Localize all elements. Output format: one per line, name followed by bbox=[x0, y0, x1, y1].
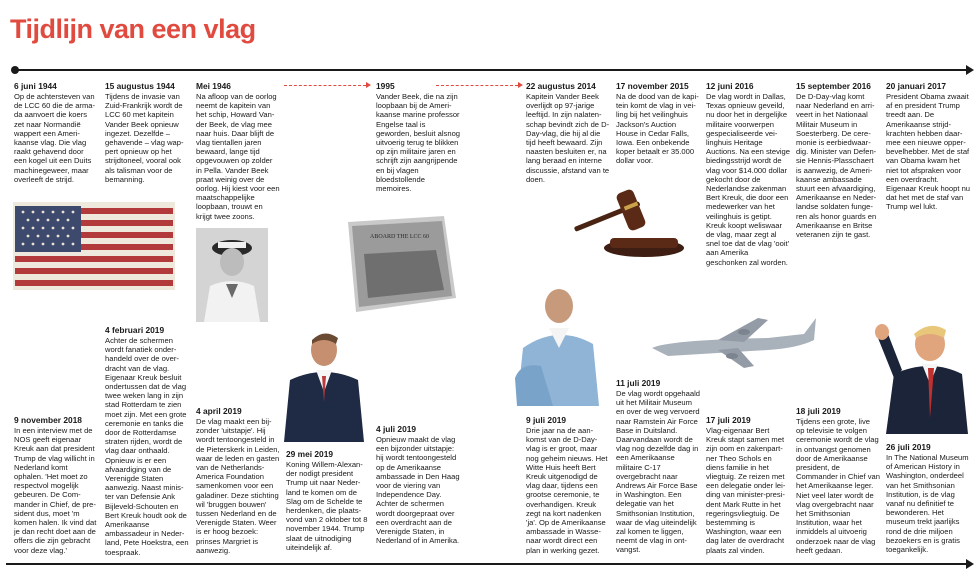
event-date: 17 november 2015 bbox=[616, 81, 689, 91]
event-2016-06-12 bbox=[706, 81, 790, 267]
event-text: De D-Day-vlag komt naar Nederland en arriveert in het Nationaal Militair Museum in Soesterberg. De ceremonie is eerbiedwaardig. Minister van Defensie Hennis-Plasschaert is aanwezig, de Amerikaanse ambassade stuurt een afvaardiging, Amerikaanse en Nederlandse soldaten fungeren als honor guards en Amerikaanse en Britse veteranen zijn te gast. bbox=[796, 92, 877, 240]
event-1946-05 bbox=[196, 81, 280, 221]
timeline-line bbox=[14, 69, 970, 71]
bottom-timeline-arrow-icon bbox=[966, 559, 974, 569]
event-1944-06-06 bbox=[14, 81, 96, 184]
event-date: 17 juli 2019 bbox=[706, 415, 751, 425]
event-text: In een interview met de NOS geeft eigenaar Kreuk aan dat president Trump de vlag willicht in Nederland komt ophalen. 'Het moet zo respectvol mogelijk gebeuren. De Commander in Chief, de president dus, moet 'm komen halen. Ik vind dat je dan recht doet aan de offers die zijn gebracht voor deze vlag.' bbox=[14, 426, 97, 555]
event-2017-01-20 bbox=[886, 81, 970, 212]
memoir-book-image bbox=[344, 214, 460, 314]
gavel-image bbox=[572, 180, 688, 260]
king-willem-alexander-portrait-image bbox=[282, 326, 366, 442]
event-text: Opnieuw maakt de vlag een bijzonder uitstapje: hij wordt tentoongesteld op de Amerikaanse ambassade in Den Haag voor de viering van Independence Day. Achter de schermen wordt doorgepraat over een overdracht aan de Verenigde Staten, in Nederland of in Amerika. bbox=[376, 435, 460, 546]
event-text: Achter de schermen wordt fanatiek onderhandeld over de overdracht van de vlag. Eigenaar Kreuk besluit ondertussen dat de vlag twee weken lang in zijn stad Rotterdam te zien moet zijn. Met een grote ceremonie en tanks die door de Rotterdamse straten rijden, wordt de vlag daar onthaald. Opnieuw is er een afvaardiging van de Verenigde Staten aanwezig. Naast minister van Defensie Ank Bijleveld-Schouten en Bert Kreuk houdt ook de Amerikaanse ambassadeur in Nederland, Pete Hoekstra, een toespraak. bbox=[105, 336, 189, 557]
event-2016-09-15 bbox=[796, 81, 880, 239]
president-trump-portrait-image bbox=[872, 308, 968, 434]
svg-text:ABOARD THE LCC 60: ABOARD THE LCC 60 bbox=[370, 234, 430, 240]
event-2019-02-04 bbox=[105, 325, 189, 557]
us-flag-image bbox=[13, 202, 175, 290]
event-text: Drie jaar na de aankomst van de D-Day-vlag is er groot, maar nog geheim nieuws. Het Witte Huis heeft Bert Kreuk uitgenodigd de vlag daar, tijdens een grootse ceremonie, te overhandigen. Kreuk zegt na kort nadenken 'ja'. Op de Amerikaanse ambassade in Wassenaar wordt direct een plan in werking gezet. bbox=[526, 426, 608, 555]
event-2018-11-09 bbox=[14, 415, 98, 555]
event-date: 9 november 2018 bbox=[14, 415, 82, 425]
event-2019-07-26 bbox=[886, 442, 970, 554]
event-text: Na afloop van de oorlog neemt de kapitein van het schip, Howard Vander Beek, de vlag mee naar huis. Daar blijft de vlag tientallen jaren bewaard, lange tijd opgevouwen op zolder in Pella. Vander Beek praat weinig over de oorlog. Hij kiest voor een maatschappelijke loopbaan, trouwt en krijgt twee zoons. bbox=[196, 92, 280, 221]
event-date: 26 juli 2019 bbox=[886, 442, 931, 452]
event-date: 12 juni 2016 bbox=[706, 81, 754, 91]
event-1944-08-15 bbox=[105, 81, 189, 184]
event-date: 15 augustus 1944 bbox=[105, 81, 175, 91]
event-date: Mei 1946 bbox=[196, 81, 231, 91]
event-text: In The National Museum of American History in Washington, onderdeel van het Smithsonian Institution, is de vlag vanaf nu definitief te bewonderen. Het museum trekt jaarlijks rond de drie miljoen bezoekers en is gratis toegankelijk. bbox=[886, 453, 969, 555]
event-date: 22 augustus 2014 bbox=[526, 81, 596, 91]
event-date: 4 april 2019 bbox=[196, 406, 242, 416]
bottom-timeline-line bbox=[6, 563, 970, 565]
event-2019-07-04 bbox=[376, 424, 460, 545]
event-2014-08-22 bbox=[526, 81, 610, 184]
event-2019-05-29 bbox=[286, 449, 370, 552]
event-date: 4 juli 2019 bbox=[376, 424, 417, 434]
event-date: 1995 bbox=[376, 81, 395, 91]
event-text: President Obama zwaait af en president Trump treedt aan. De Amerikaanse strijdkrachten hebben daarmee een nieuwe opperbevelhebber. Met de staf van Obama kwam het niet tot afspraken voor een overdracht. Eigenaar Kreuk hoopt nu dat het met de staf van Trump wel lukt. bbox=[886, 92, 971, 212]
event-text: Na de dood van de kapitein komt de vlag in veiling bij het veilinghuis Jackson's Auction House in Cedar Falls, Iowa. Een onbekende koper betaalt er 35.000 dollar voor. bbox=[616, 92, 699, 166]
c17-airplane-image bbox=[648, 312, 820, 370]
event-2019-07-17 bbox=[706, 415, 790, 555]
event-text: De vlag wordt opgehaald uit het Militair Museum en over de weg vervoerd naar Ramstein Air Force Base in Duitsland. Daarvandaan wordt de vlag nog dezelfde dag in een Amerikaanse militaire C-17 overgebracht naar Andrews Air Force Base in Washington. Een delegatie van het Smithsonian Institution, waar de vlag uiteindelijk zal komen te liggen, neemt de vlag in ontvangst. bbox=[616, 389, 701, 555]
event-date: 29 mei 2019 bbox=[286, 449, 334, 459]
event-2019-07-11 bbox=[616, 378, 700, 555]
time-gap-arrow-icon bbox=[284, 85, 366, 86]
event-date: 9 juli 2019 bbox=[526, 415, 567, 425]
event-text: Vlag-eigenaar Bert Kreuk stapt samen met zijn oom en zakenpartner Theo Schols en diens familie in het vliegtuig. Ze reizen met een delegatie onder leiding van minister-president Mark Rutte in het regeringsvliegtuig. De bestemming is Washington, waar een dag later de overdracht plaats zal vinden. bbox=[706, 426, 786, 555]
bert-kreuk-portrait-image bbox=[513, 282, 599, 406]
event-text: De vlag maakt een bijzonder 'uitstapje'. Hij wordt tentoongesteld in de Pieterskerk in Leiden, waar de leden en gasten van de Netherlands-America Foundation samenkomen voor een galadiner. Deze stichting wil 'bruggen bouwen' tussen Nederland en de Verenigde Staten. Weer is er hoog bezoek: prinses Margriet is aanwezig. bbox=[196, 417, 280, 555]
event-text: Koning Willem-Alexander nodigt president Trump uit naar Nederland te komen om de Slag om de Schelde te herdenken, die plaatsvond van 2 oktober tot 8 november 1944. Trump slaat de uitnodiging uiteindelijk af. bbox=[286, 460, 368, 552]
event-date: 6 juni 1944 bbox=[14, 81, 57, 91]
event-text: Vander Beek, die na zijn loopbaan bij de Amerikaanse marine professor Engelse taal is geworden, besluit alsnog uitvoerig terug te blikken op zijn militaire jaren en schrijft zijn aangrijpende en bij vlagen bloedstollende memoires. bbox=[376, 92, 461, 194]
event-text: Kapitein Vander Beek overlijdt op 97-jarige leeftijd. In zijn nalatenschap bevindt zich de D-Day-vlag, die hij al die tijd heeft bewaard. Zijn naasten besluiten er, na lang beraad en interne discussie, afstand van te doen. bbox=[526, 92, 610, 184]
timeline-arrow-icon bbox=[966, 65, 974, 75]
captain-portrait-image bbox=[196, 228, 268, 322]
event-text: Tijdens de invasie van Zuid-Frankrijk wordt de LCC 60 met kapitein Vander Beek opnieuw ingezet. Dezelfde – gehavende – vlag wappert opnieuw op het strijdtoneel, vooral ook als talisman voor de bemanning. bbox=[105, 92, 184, 184]
page-title: Tijdlijn van een vlag bbox=[10, 14, 256, 44]
event-date: 20 januari 2017 bbox=[886, 81, 947, 91]
event-date: 15 september 2016 bbox=[796, 81, 871, 91]
event-text: De vlag wordt in Dallas, Texas opnieuw geveild, nu door het in dergelijke militaire voorwerpen gespecialiseerde veilinghuis Heritage Auctions. Na een stevige biedingsstrijd wordt de vlag voor $14.000 dollar gekocht door de Nederlandse zakenman Bert Kreuk, die door een medewerker van het veilinghuis is getipt. Kreuk koopt weliswaar de vlag, maar zegt al snel toe dat de vlag 'ooit' aan Amerika geschonken zal worden. bbox=[706, 92, 791, 267]
event-2019-07-18 bbox=[796, 406, 880, 555]
event-2015-11-17 bbox=[616, 81, 700, 166]
event-date: 4 februari 2019 bbox=[105, 325, 165, 335]
event-date: 11 juli 2019 bbox=[616, 378, 661, 388]
event-text: Op de achtersteven van de LCC 60 die de armada aanvoert die koers zet naar Normandië wappert een Amerikaanse vlag. Die vlag raakt gehavend door een kogel uit een Duits machinegeweer, maar overleeft de strijd. bbox=[14, 92, 96, 184]
event-2019-07-09 bbox=[526, 415, 610, 555]
event-text: Tijdens een grote, live op televisie te volgen ceremonie wordt de vlag in ontvangst genomen door de Amerikaanse president, de Commander in Chief van het Amerikaanse leger. Niet veel later wordt de vlag overgebracht naar het Smithsonian Institution, waar het inmiddels al uitvoerig onderzoek naar de vlag heeft gedaan. bbox=[796, 417, 880, 555]
event-date: 18 juli 2019 bbox=[796, 406, 841, 416]
event-2019-04-04 bbox=[196, 406, 280, 555]
event-1995 bbox=[376, 81, 460, 193]
